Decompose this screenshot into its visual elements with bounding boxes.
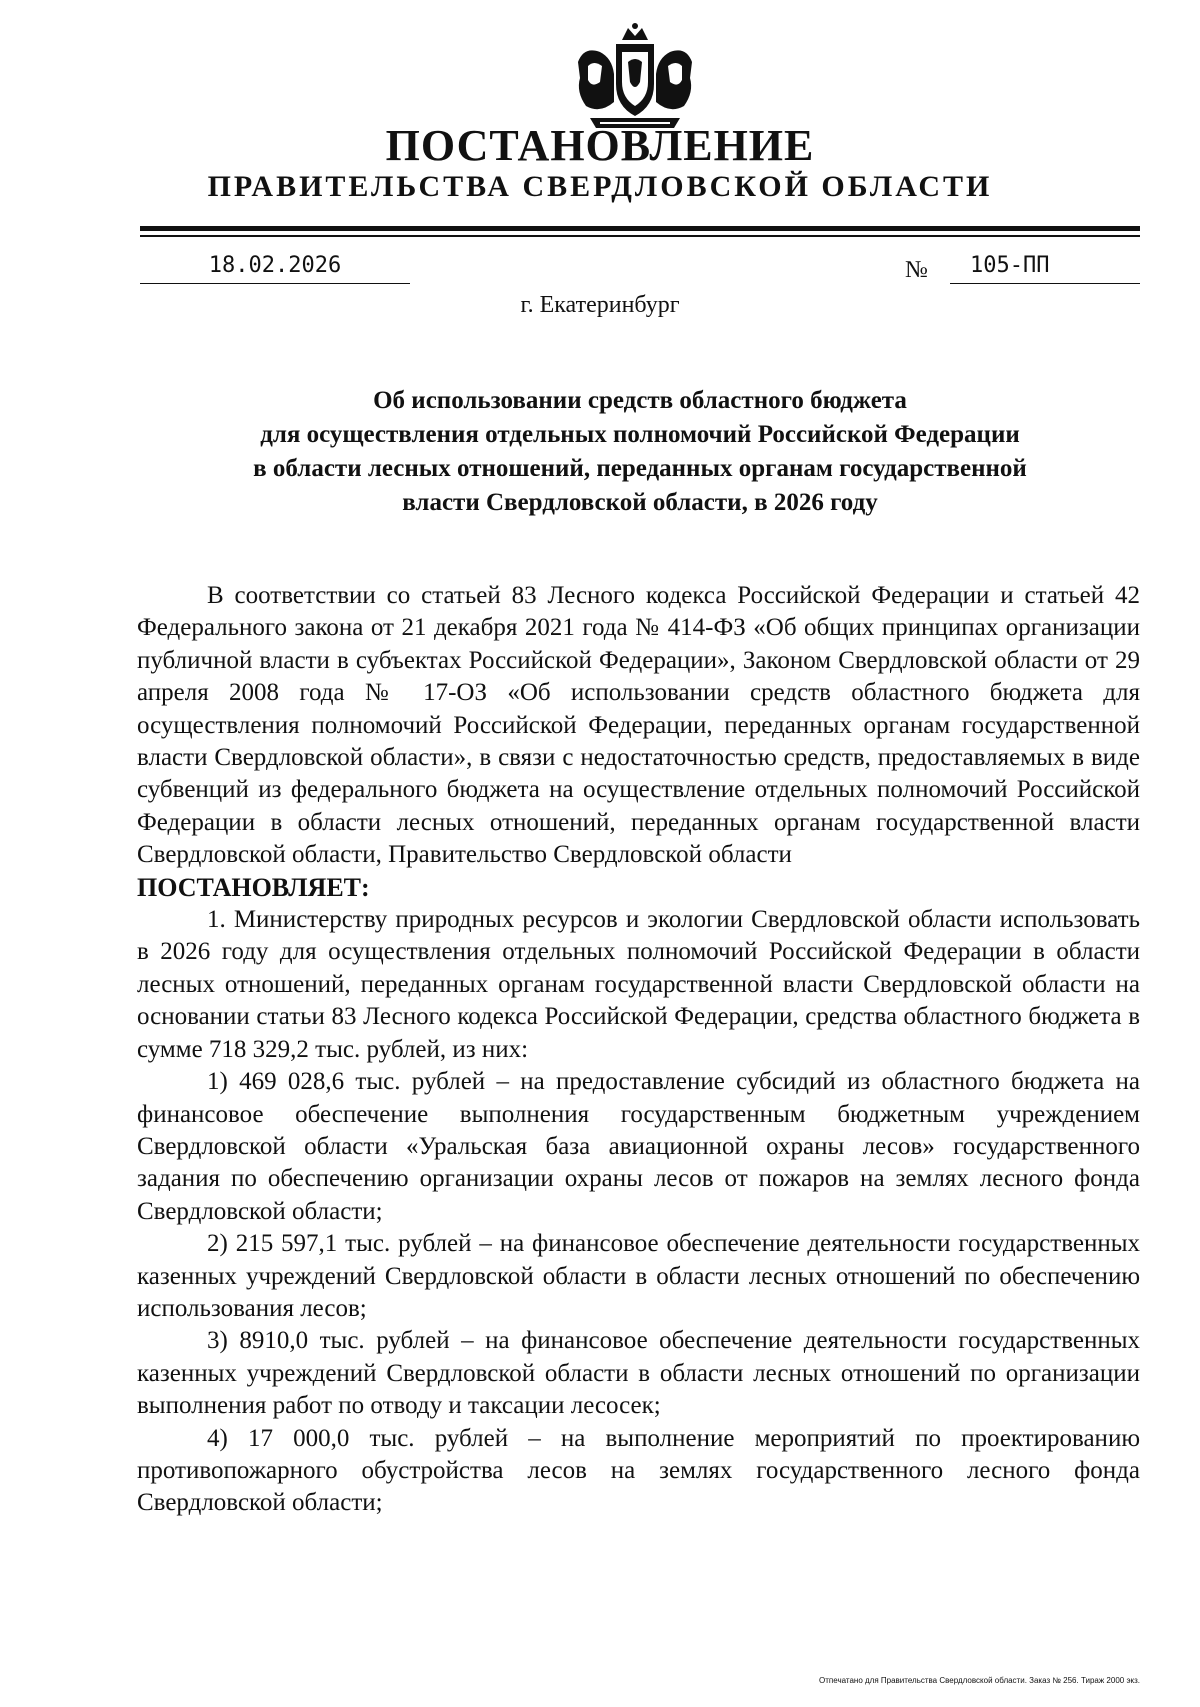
document-date: 18.02.2026	[208, 253, 342, 278]
document-body	[137, 580, 1140, 1520]
heading-line: в области лесных отношений, переданных органам государственной	[253, 455, 1027, 482]
document-number: 105-ПП	[970, 253, 1050, 278]
header-divider-thick	[140, 226, 1140, 231]
resolves-label: ПОСТАНОВЛЯЕТ:	[137, 872, 370, 902]
subitem-paragraph: 3) 8910,0 тыс. рублей – на финансовое обеспечение деятельности государственных казенных учреждений Свердловской области в области лесных отношений по организации выполнения работ по отводу и таксации лесосек;	[137, 1327, 1140, 1420]
number-underline	[950, 283, 1140, 284]
document-heading	[150, 384, 1130, 520]
heading-line: власти Свердловской области, в 2026 году	[402, 489, 878, 516]
heading-line: Об использовании средств областного бюджета	[373, 387, 907, 414]
page-subtitle: ПРАВИТЕЛЬСТВА СВЕРДЛОВСКОЙ ОБЛАСТИ	[207, 170, 993, 203]
heading-line: для осуществления отдельных полномочий Российской Федерации	[260, 421, 1020, 448]
coat-of-arms-icon	[570, 22, 700, 134]
page-title: ПОСТАНОВЛЕНИЕ	[385, 121, 815, 170]
document-city: г. Екатеринбург	[520, 292, 680, 318]
subitem-paragraph: 4) 17 000,0 тыс. рублей – на выполнение мероприятий по проектированию противопожарного обустройства лесов на землях государственного лесного фонда Свердловской области;	[137, 1424, 1140, 1517]
subitem-paragraph: 2) 215 597,1 тыс. рублей – на финансовое обеспечение деятельности государственных казенных учреждений Свердловской области в области лесных отношений по обеспечению использования лесов;	[137, 1230, 1140, 1322]
date-underline	[140, 283, 410, 284]
number-sign: №	[905, 257, 928, 283]
subitem-paragraph: 1) 469 028,6 тыс. рублей – на предоставление субсидий из областного бюджета на финансовое обеспечение выполнения государственным бюджетным учреждением Свердловской области «Уральская база авиационной охраны лесов» государственного задания по обеспечению организации охраны лесов от пожаров на землях лесного фонда Свердловской области;	[137, 1068, 1140, 1225]
print-note: Отпечатано для Правительства Свердловской области. Заказ № 256. Тираж 2000 экз.	[819, 1676, 1140, 1685]
preamble-paragraph: В соответствии со статьей 83 Лесного кодекса Российской Федерации и статьей 42 Федерального закона от 21 декабря 2021 года № 414-ФЗ «Об общих принципах организации публичной власти в субъектах Российской Федерации», Законом Свердловской области от 29 апреля 2008 года № 17-ОЗ «Об использовании средств областного бюджета для осуществления полномочий Российской Федерации, переданных органам государственной власти Свердловской области», в связи с недостаточностью средств, предоставляемых в виде субвенций из федерального бюджета на осуществление отдельных полномочий Российской Федерации в области лесных отношений, переданных органам государственной власти Свердловской области, Правительство Свердловской области	[137, 582, 1140, 869]
item-paragraph: 1. Министерству природных ресурсов и экологии Свердловской области использовать в 2026 году для осуществления отдельных полномочий Российской Федерации в области лесных отношений, переданных органам государственной власти Свердловской области на основании статьи 83 Лесного кодекса Российской Федерации, средства областного бюджета в сумме 718 329,2 тыс. рублей, из них:	[137, 906, 1140, 1063]
header-divider-thin	[140, 235, 1140, 237]
